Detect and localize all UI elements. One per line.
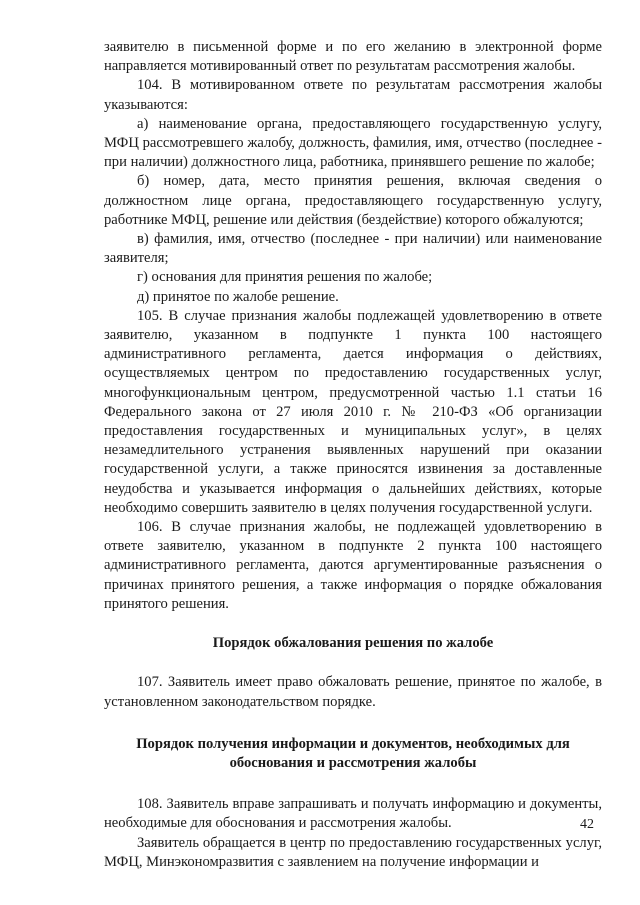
paragraph-104: 104. В мотивированном ответе по результатам рассмотрения жалобы указываются: bbox=[104, 77, 602, 113]
paragraph-continuation: заявителю в письменной форме и по его желанию в электронной форме направляется мотивированный ответ по результатам рассмотрения жалобы. bbox=[104, 39, 602, 75]
paragraph-request: Заявитель обращается в центр по предоставлению государственных услуг, МФЦ, Минэкономразвития с заявлением на получение информации и bbox=[104, 834, 602, 870]
document-body bbox=[104, 38, 602, 872]
paragraph-107: 107. Заявитель имеет право обжаловать решение, принятое по жалобе, в установленном законодательством порядке. bbox=[104, 674, 602, 710]
page-number: 42 bbox=[580, 817, 594, 832]
section-heading-appeal: Порядок обжалования решения по жалобе bbox=[212, 635, 494, 652]
paragraph-106: 106. В случае признания жалобы, не подлежащей удовлетворению в ответе заявителю, указанном в подпункте 2 пункта 100 настоящего административного регламента, даются аргументированные разъяснения о причинах принятого решения, а также информация о порядке обжалования принятого решения. bbox=[104, 519, 602, 612]
list-item-b: б) номер, дата, место принятия решения, включая сведения о должностном лице органа, предоставляющего государственную услугу, работнике МФЦ, решение или действия (бездействие) которого обжалуются; bbox=[104, 173, 602, 228]
list-item-v: в) фамилия, имя, отчество (последнее - при наличии) или наименование заявителя; bbox=[104, 231, 602, 267]
paragraph-105: 105. В случае признания жалобы подлежащей удовлетворению в ответе заявителю, указанном в подпункте 1 пункта 100 настоящего административного регламента, дается информация о действиях, осуществляемых центром по предоставлению государственных услуг, многофункциональным центром, предусмотренной частью 1.1 статьи 16 Федерального закона от 27 июля 2010 г. № 210-ФЗ «Об организации предоставления государственных и муниципальных услуг», в целях незамедлительного устранения выявленных нарушений при оказании государственной услуги, а также приносятся извинения за доставленные неудобства и указывается информация о дальнейших действиях, которые необходимо совершить заявителю в целях получения государственной услуги. bbox=[104, 307, 602, 516]
paragraph-108: 108. Заявитель вправе запрашивать и получать информацию и документы, необходимые для обоснования и рассмотрения жалобы. bbox=[104, 796, 602, 832]
list-item-a: а) наименование органа, предоставляющего государственную услугу, МФЦ рассмотревшего жалобу, должность, фамилия, имя, отчество (последнее - при наличии) должностного лица, работника, принявшего решение по жалобе; bbox=[104, 115, 602, 171]
list-item-d: д) принятое по жалобе решение. bbox=[137, 288, 339, 305]
list-item-g: г) основания для принятия решения по жалобе; bbox=[137, 269, 433, 286]
section-heading-information: Порядок получения информации и документов, необходимых для обоснования и рассмотрения жалобы bbox=[136, 735, 570, 771]
